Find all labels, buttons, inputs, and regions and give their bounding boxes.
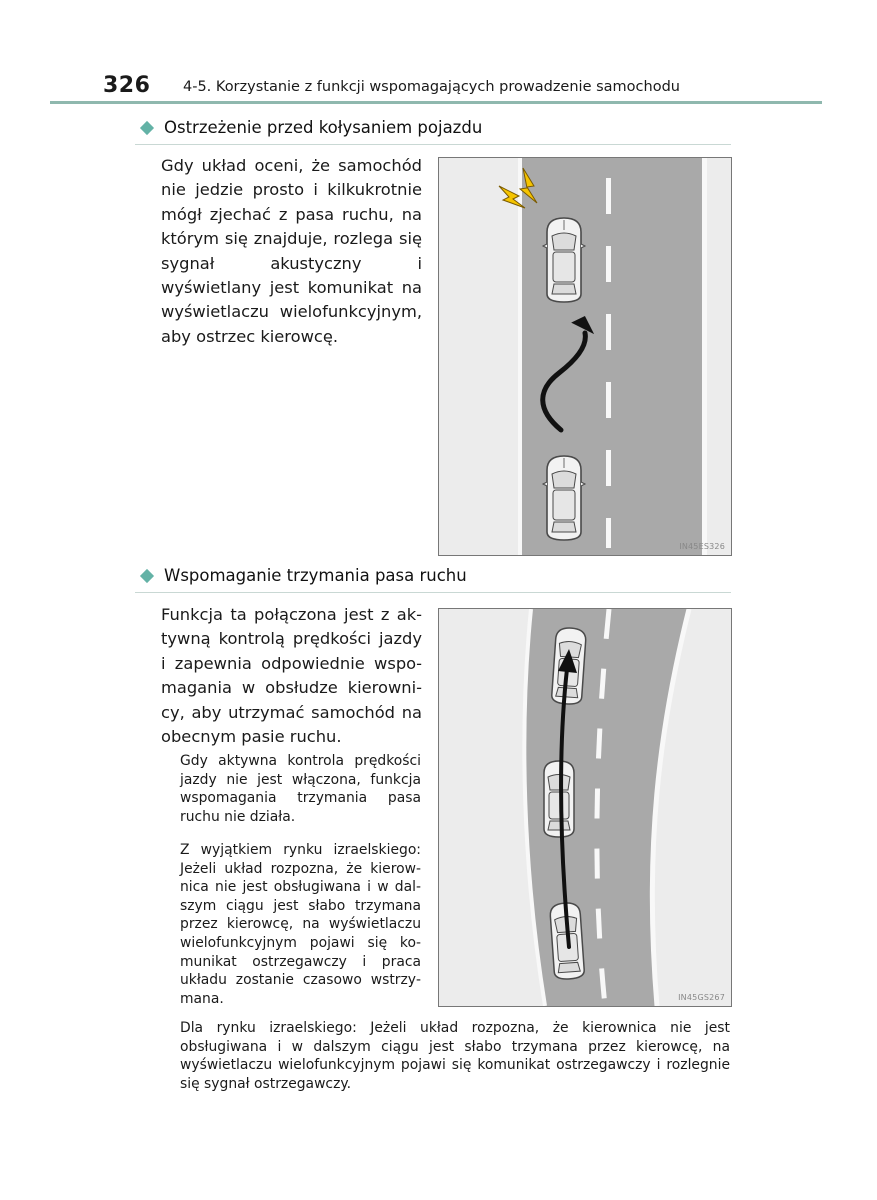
figure-code: IN45GS267 bbox=[678, 993, 725, 1002]
section-heading-text: Wspomaganie trzymania pasa ruchu bbox=[164, 566, 467, 585]
section-heading-text: Ostrzeżenie przed kołysaniem pojazdu bbox=[164, 118, 483, 137]
section-rule bbox=[135, 144, 731, 145]
diamond-bullet-icon bbox=[140, 120, 154, 134]
car-middle bbox=[544, 761, 574, 837]
page-number: 326 bbox=[103, 73, 151, 98]
figure-lane-keeping bbox=[438, 608, 732, 1007]
section2-body: Funkcja ta połączona jest z aktywną kontrolą prędkości jazdy i zapewnia odpowiednie wspomagania w obsłudze kierownicy, aby utrzymać samochód na obecnym pasie ruchu. bbox=[161, 605, 422, 747]
figure-sway-warning bbox=[438, 157, 732, 556]
car-front bbox=[543, 218, 585, 302]
road-edge-right bbox=[702, 158, 707, 555]
header-rule bbox=[50, 101, 822, 104]
section-heading-sway-warning bbox=[138, 118, 482, 137]
road-edge-left bbox=[518, 158, 522, 555]
note-non-israel-market: Z wyjątkiem rynku izraelskiego: Jeżeli układ rozpozna, że kierownica nie jest obsługiwana i w dalszym ciągu jest słabo trzymana przez kierowcę, na wyświetlaczu wielofunkcyjnym pojawi się komunikat ostrzegawczy i praca układu zostanie czasowo wstrzymana. bbox=[180, 842, 421, 1007]
section-rule bbox=[135, 592, 731, 593]
figure-code: IN45ES326 bbox=[679, 542, 725, 551]
section-heading-lane-keeping bbox=[138, 566, 467, 585]
section1-body: Gdy układ oceni, że samochód nie jedzie prosto i kilkukrotnie mógł zjechać z pasa ruchu, na którym się znajduje, rozlega się sygnał akustyczny i wyświetlany jest komunikat na wyświetlaczu wielofunkcyjnym, aby ostrzec kierowcę. bbox=[161, 156, 422, 346]
note-acc-required: Gdy aktywna kontrola prędkości jazdy nie jest włączona, funkcja wspomagania trzymania pasa ruchu nie działa. bbox=[180, 753, 421, 825]
running-title: 4-5. Korzystanie z funkcji wspomagających prowadzenie samochodu bbox=[183, 79, 680, 95]
car-rear bbox=[543, 456, 585, 540]
note-israel-market: Dla rynku izraelskiego: Jeżeli układ rozpozna, że kierownica nie jest obsługiwana i w dalszym ciągu jest słabo trzymana przez kierowcę, na wyświetlaczu wielofunkcyjnym pojawi się komunikat ostrzegawczy i rozlegnie się sygnał ostrzegawczy. bbox=[180, 1020, 730, 1092]
diamond-bullet-icon bbox=[140, 568, 154, 582]
road bbox=[518, 158, 704, 555]
